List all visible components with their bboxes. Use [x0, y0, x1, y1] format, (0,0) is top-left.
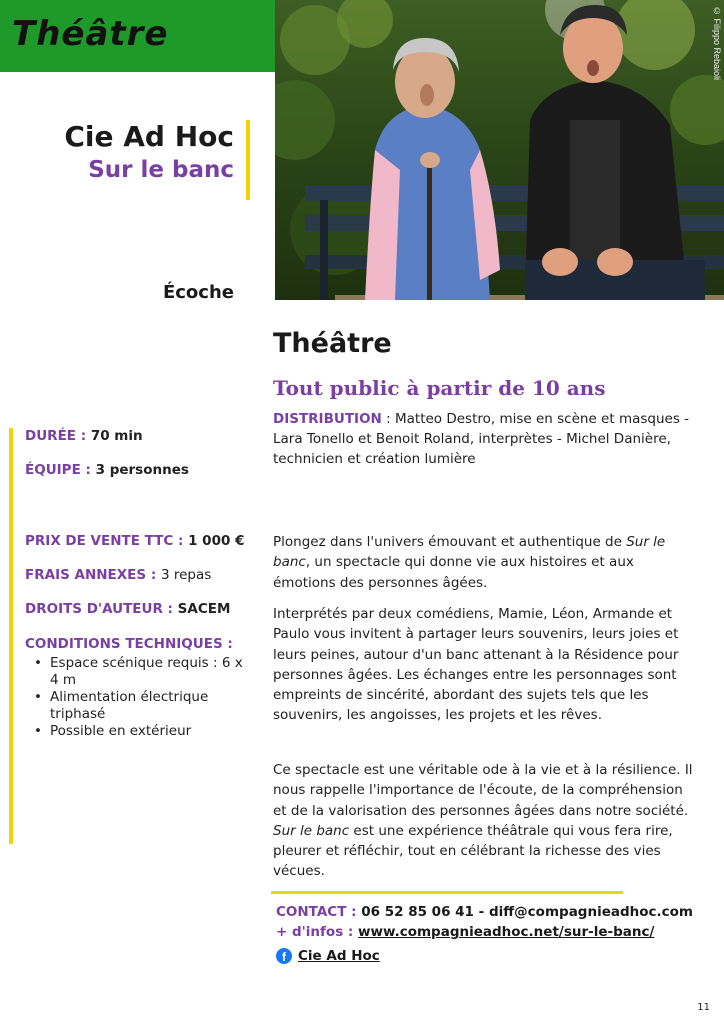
frais-label: FRAIS ANNEXES :	[25, 567, 161, 583]
show-title-inline: Sur le banc	[273, 534, 666, 571]
accent-bar-left	[9, 428, 13, 844]
duree-label: DURÉE :	[25, 428, 91, 444]
distribution-text: : Matteo Destro, mise en scène et masques - Lara Tonello et Benoit Roland, interprètes - Michel Danière, technicien et création lumière	[273, 411, 690, 467]
list-item: • Alimentation électrique triphasé	[30, 689, 245, 723]
category-banner	[0, 0, 275, 72]
company-block	[64, 120, 234, 183]
duree-value: 70 min	[90, 428, 143, 444]
city: Écoche	[162, 282, 234, 303]
category-banner-text: Théâtre	[12, 14, 169, 54]
facebook-link[interactable]	[276, 948, 380, 964]
distribution-label: DISTRIBUTION	[273, 411, 382, 427]
body-text-span: est une expérience théâtrale qui vous fera rire, pleurer et réfléchir, tout en célébrant la richesse des vies vécues.	[273, 822, 673, 880]
show-photo	[275, 0, 724, 300]
info-link[interactable]: www.compagnieadhoc.net/sur-le-banc/	[358, 924, 655, 940]
equipe-label: ÉQUIPE :	[25, 462, 96, 478]
company-name: Cie Ad Hoc	[64, 120, 234, 153]
prix-label: PRIX DE VENTE TTC :	[25, 533, 189, 549]
body-text-span: Plongez dans l'univers émouvant et authentique de	[273, 534, 627, 550]
droits-label: DROITS D'AUTEUR :	[25, 601, 178, 617]
conditions-list	[30, 655, 245, 740]
accent-bar-bottom	[271, 891, 623, 894]
body-paragraph-2: Interprétés par deux comédiens, Mamie, Léon, Armande et Paulo vous invitent à partager leurs souvenirs, leurs joies et leurs peines, autour d'un banc attenant à la Résidence pour personnes âgées. Les échanges entre les personnages sont empreints de sincérité, abordant des sujets tels que les souvenirs, les angoisses, les projets et les rêves.	[273, 606, 679, 724]
contact	[276, 904, 693, 920]
droits-value: SACEM	[177, 601, 231, 617]
prix-value: 1 000 €	[188, 533, 245, 549]
frais	[25, 567, 211, 583]
contact-label: CONTACT :	[276, 904, 362, 920]
audience: Tout public à partir de 10 ans	[273, 376, 606, 400]
info-label: + d'infos :	[276, 924, 359, 940]
body-paragraph-3	[273, 760, 698, 882]
page-number: 11	[697, 1002, 710, 1013]
show-photo-illustration	[275, 0, 724, 300]
equipe	[25, 462, 189, 478]
show-title: Sur le banc	[88, 157, 234, 183]
list-item: • Possible en extérieur	[30, 723, 245, 740]
droits	[25, 601, 230, 617]
body-text-span: , un spectacle qui donne vie aux histoires et aux émotions des personnes âgées.	[273, 554, 634, 591]
distribution	[273, 409, 703, 469]
contact-value[interactable]: 06 52 85 06 41 - diff@compagnieadhoc.com	[361, 904, 693, 920]
facebook-icon: f	[276, 948, 292, 964]
conditions	[25, 636, 233, 652]
accent-bar-top	[246, 120, 250, 200]
prix	[25, 533, 244, 549]
conditions-label: CONDITIONS TECHNIQUES :	[25, 636, 233, 652]
body-paragraph-1	[273, 532, 698, 593]
show-title-inline: Sur le banc	[273, 822, 350, 839]
photo-credit: © Filippo Rebaioli	[712, 6, 722, 81]
duree	[25, 428, 143, 444]
list-item: • Espace scénique requis : 6 x 4 m	[30, 655, 245, 689]
facebook-name[interactable]: Cie Ad Hoc	[298, 948, 380, 964]
equipe-value: 3 personnes	[95, 462, 189, 478]
frais-value: 3 repas	[160, 567, 212, 583]
genre-heading: Théâtre	[273, 328, 392, 359]
body-text-span: Ce spectacle est une véritable ode à la vie et à la résilience. Il nous rappelle l'importance de l'écoute, de la compréhension et de la valorisation des personnes âgées dans notre société.	[273, 762, 693, 819]
info	[276, 924, 654, 940]
